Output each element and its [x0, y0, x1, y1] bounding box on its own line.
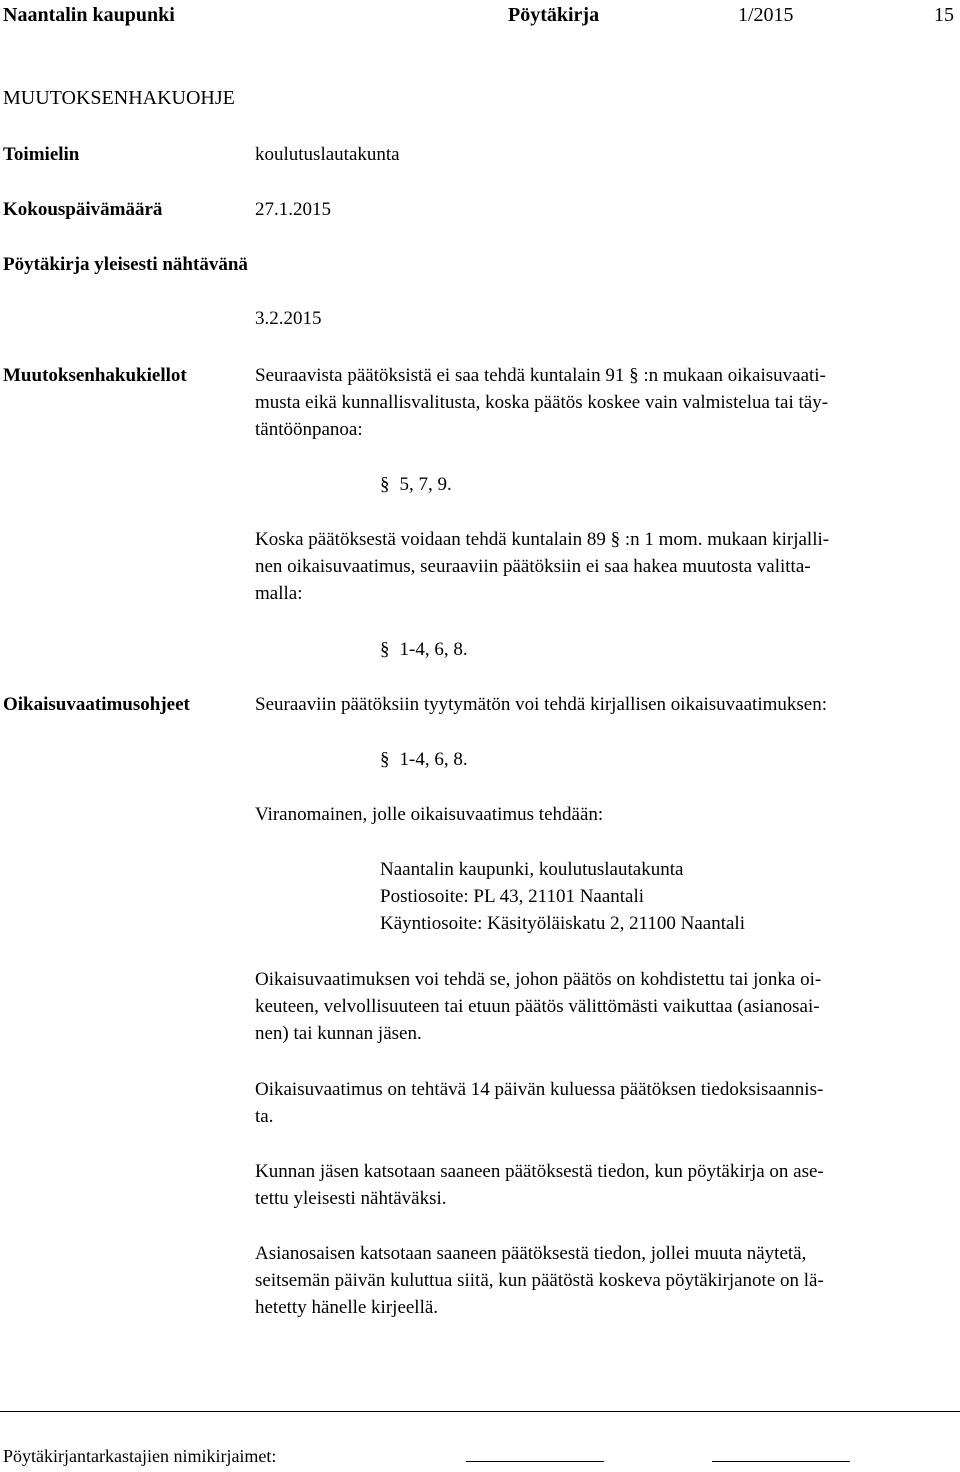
muutoksenhakukiellot-para2-line1: Koska päätöksestä voidaan tehdä kuntalain 89 § :n 1 mom. mukaan kirjalli- — [255, 529, 830, 550]
oikaisuvaatimusohjeet-label: Oikaisuvaatimusohjeet — [3, 694, 190, 715]
muutoksenhakukiellot-para1-line1: Seuraavista päätöksistä ei saa tehdä kuntalain 91 § :n mukaan oikaisuvaati- — [255, 365, 826, 386]
list-item — [380, 746, 468, 773]
address-line-2: Postiosoite: PL 43, 21101 Naantali — [380, 886, 645, 907]
nahtavana-value: 3.2.2015 — [255, 308, 322, 329]
kokous-label: Kokouspäivämäärä — [3, 199, 163, 220]
section-sign-icon: § — [380, 474, 390, 495]
footer-divider — [0, 1411, 960, 1412]
p1-line3: nen) tai kunnan jäsen. — [255, 1023, 422, 1044]
page-title: MUUTOKSENHAKUOHJE — [3, 87, 235, 109]
p4-line3: hetetty hänelle kirjeellä. — [255, 1297, 439, 1318]
p3-line1: Kunnan jäsen katsotaan saaneen päätöksestä tiedon, kun pöytäkirja on ase- — [255, 1161, 824, 1182]
p3-line2: tettu yleisesti nähtäväksi. — [255, 1188, 447, 1209]
muutoksenhakukiellot-para1-line3: täntöönpanoa: — [255, 419, 363, 440]
header-organization: Naantalin kaupunki — [3, 4, 175, 26]
muutoksenhakukiellot-para2-line3: malla: — [255, 583, 303, 604]
muutoksenhakukiellot-list2: 1-4, 6, 8. — [399, 639, 468, 660]
kokous-value: 27.1.2015 — [255, 199, 331, 220]
p4-line2: seitsemän päivän kuluttua siitä, kun päätöstä koskeva pöytäkirjanote on lä- — [255, 1270, 824, 1291]
muutoksenhakukiellot-list1: 5, 7, 9. — [399, 474, 452, 495]
nahtavana-label: Pöytäkirja yleisesti nähtävänä — [3, 254, 248, 275]
signatures-label: Pöytäkirjantarkastajien nimikirjaimet: — [3, 1446, 277, 1466]
muutoksenhakukiellot-para2-line2: nen oikaisuvaatimus, seuraaviin päätöksiin ei saa hakea muutosta valitta- — [255, 556, 811, 577]
p4-line1: Asianosaisen katsotaan saaneen päätöksestä tiedon, jollei muuta näytetä, — [255, 1243, 807, 1264]
p2-line1: Oikaisuvaatimus on tehtävä 14 päivän kuluessa päätöksen tiedoksisaannis- — [255, 1079, 824, 1100]
toimielin-label: Toimielin — [3, 144, 80, 165]
list-item — [380, 471, 452, 498]
p1-line2: keuteen, velvollisuuteen tai etuun päätös välittömästi vaikuttaa (asianosai- — [255, 996, 820, 1017]
signature-line-2 — [712, 1461, 850, 1462]
header-doc-number: 1/2015 — [738, 4, 794, 26]
muutoksenhakukiellot-label: Muutoksenhakukiellot — [3, 365, 187, 386]
list-item — [380, 636, 468, 663]
page-number: 15 — [934, 4, 954, 26]
p1-line1: Oikaisuvaatimuksen voi tehdä se, johon päätös on kohdistettu tai jonka oi- — [255, 969, 822, 990]
section-sign-icon: § — [380, 639, 390, 660]
address-line-1: Naantalin kaupunki, koulutuslautakunta — [380, 859, 684, 880]
muutoksenhakukiellot-para1-line2: musta eikä kunnallisvalitusta, koska päätös koskee vain valmistelua tai täy- — [255, 392, 829, 413]
authority-intro: Viranomainen, jolle oikaisuvaatimus tehdään: — [255, 804, 604, 825]
p2-line2: ta. — [255, 1106, 274, 1127]
address-line-3: Käyntiosoite: Käsityöläiskatu 2, 21100 Naantali — [380, 913, 745, 934]
signature-line-1 — [466, 1461, 604, 1462]
toimielin-value: koulutuslautakunta — [255, 144, 400, 165]
oikaisuvaatimusohjeet-intro: Seuraaviin päätöksiin tyytymätön voi tehdä kirjallisen oikaisuvaatimuksen: — [255, 694, 827, 715]
header-doc-type: Pöytäkirja — [508, 4, 600, 26]
section-sign-icon: § — [380, 749, 390, 770]
oikaisuvaatimusohjeet-list: 1-4, 6, 8. — [399, 749, 468, 770]
